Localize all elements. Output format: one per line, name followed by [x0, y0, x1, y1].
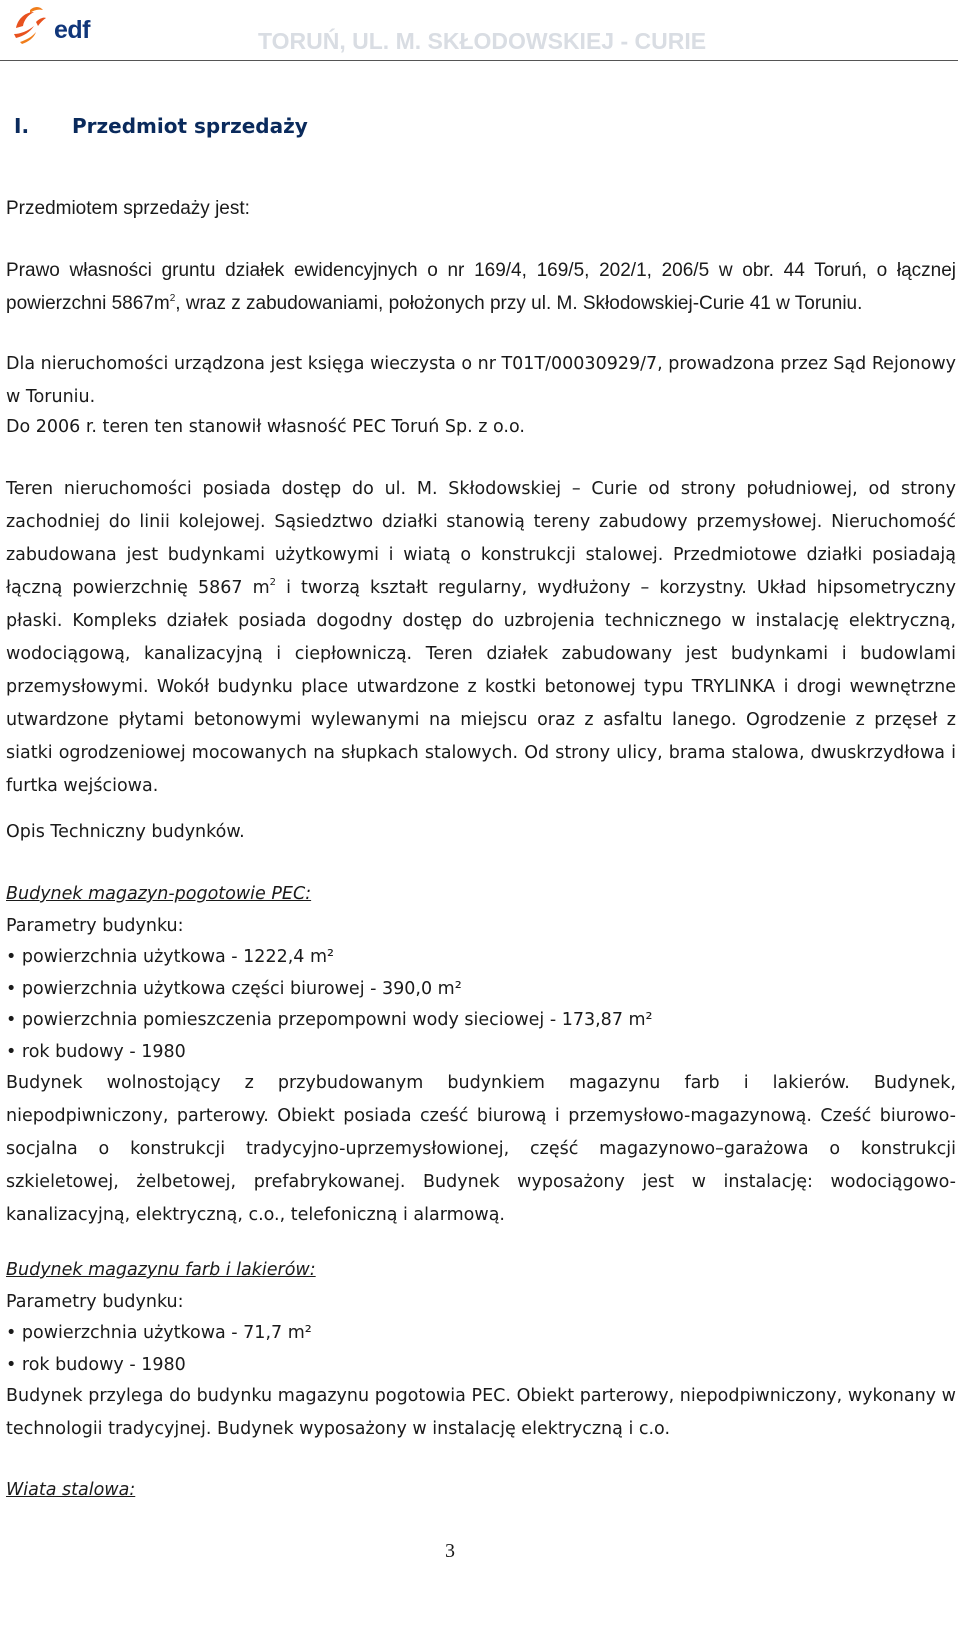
- intro-paragraph: Przedmiotem sprzedaży jest:: [6, 198, 250, 219]
- brand-name: edf: [54, 16, 90, 44]
- register-paragraph: Dla nieruchomości urządzona jest księga wieczysta o nr T01T/00030929/7, prowadzona przez Sąd Rejonowy w Toruniu.: [6, 354, 956, 407]
- page-header: [0, 0, 960, 62]
- description-text-a: Teren nieruchomości posiada dostęp do ul. M. Skłodowskiej – Curie od strony południowej, od strony zachodniej do linii kolejowej. Sąsiedztwo działki stanowią tereny zabudowy przemysłowej. Nieruchomość zabudowana jest budynkami użytkowymi i wiatą o konstrukcji stalowej. Przedmiotowe działki posiadają łączną powierzchnię 5867 m: [6, 479, 956, 598]
- header-divider: [0, 60, 958, 61]
- description-text-b: i tworzą kształt regularny, wydłużony – korzystny. Układ hipsometryczny płaski. Kompleks działek posiada dogodny dostęp do uzbrojenia technicznego w instalację elektryczną, wodociągową, kanalizacyjną i ciepłowniczą. Teren działek zabudowany jest budynkami i budowlami przemysłowymi. Wokół budynku place utwardzone z kostki betonowej typu TRYLINKA i drogi wewnętrzne utwardzone płytami betonowymi wylewanymi na miejscu oraz z asfaltu lanego. Ogrodzenie z przęseł z siatki ogrodzeniowej mocowanych na słupkach stalowych. Od strony ulicy, brama stalowa, dwuskrzydłowa i furtka wejściowa.: [6, 578, 957, 796]
- tech-heading: Opis Techniczny budynków.: [6, 822, 245, 842]
- building2-title-text: Budynek magazynu farb i lakierów:: [6, 1260, 316, 1280]
- section-heading: [14, 114, 308, 138]
- page-number: 3: [445, 1540, 455, 1562]
- building2-params-label: Parametry budynku:: [6, 1292, 184, 1312]
- section-number: I.: [14, 114, 30, 138]
- building1-description: Budynek wolnostojący z przybudowanym budynkiem magazynu farb i lakierów. Budynek, niepodpiwniczony, parterowy. Obiekt posiada cześć biurową i przemysłowo-magazynową. Cześć biurowo-socjalna o konstrukcji tradycyjno-uprzemysłowionej, część magazynowo–garażowa o konstrukcji szkieletowej, żelbetowej, prefabrykowanej. Budynek wyposażony jest w instalację: wodociągowo-kanalizacyjną, elektryczną, c.o., telefoniczną i alarmową.: [6, 1073, 956, 1225]
- ownership-text-b: , wraz z zabudowaniami, położonych przy ul. M. Skłodowskiej-Curie 41 w Toruniu.: [175, 293, 863, 314]
- building2-title: [6, 1254, 956, 1287]
- ownership-sup: 2: [169, 293, 176, 304]
- building1-title-text: Budynek magazyn-pogotowie PEC:: [6, 884, 312, 904]
- building1-params-label: Parametry budynku:: [6, 916, 184, 936]
- section-title: Przedmiot sprzedaży: [72, 114, 308, 138]
- ownership-paragraph: [6, 254, 956, 320]
- edf-flame-icon: [10, 4, 54, 48]
- list-item: • powierzchnia użytkowa - 1222,4 m²: [6, 942, 956, 974]
- building3-title-text: Wiata stalowa:: [6, 1480, 136, 1500]
- building3-title: [6, 1474, 956, 1507]
- building1-title: [6, 878, 956, 911]
- building2-description: Budynek przylega do budynku magazynu pogotowia PEC. Obiekt parterowy, niepodpiwniczony, wykonany w technologii tradycyjnej. Budynek wyposażony w instalację elektryczną i c.o.: [6, 1386, 956, 1439]
- description-paragraph: [6, 473, 956, 803]
- history-paragraph: Do 2006 r. teren ten stanowił własność PEC Toruń Sp. z o.o.: [6, 417, 525, 437]
- building2-params-list: [6, 1318, 956, 1381]
- header-title: TORUŃ, UL. M. SKŁODOWSKIEJ - CURIE: [258, 28, 707, 54]
- list-item: • rok budowy - 1980: [6, 1350, 956, 1382]
- building1-params-list: [6, 942, 956, 1068]
- ownership-text-a: Prawo własności gruntu działek ewidencyjnych o nr 169/4, 169/5, 202/1, 206/5 w obr. 44 Toruń, o łącznej powierzchni 5867m: [6, 260, 956, 314]
- edf-logo: [10, 4, 110, 48]
- description-sup: 2: [269, 577, 277, 588]
- list-item: • powierzchnia użytkowa części biurowej - 390,0 m²: [6, 974, 956, 1006]
- list-item: • powierzchnia pomieszczenia przepompowni wody sieciowej - 173,87 m²: [6, 1005, 956, 1037]
- list-item: • rok budowy - 1980: [6, 1037, 956, 1069]
- list-item: • powierzchnia użytkowa - 71,7 m²: [6, 1318, 956, 1350]
